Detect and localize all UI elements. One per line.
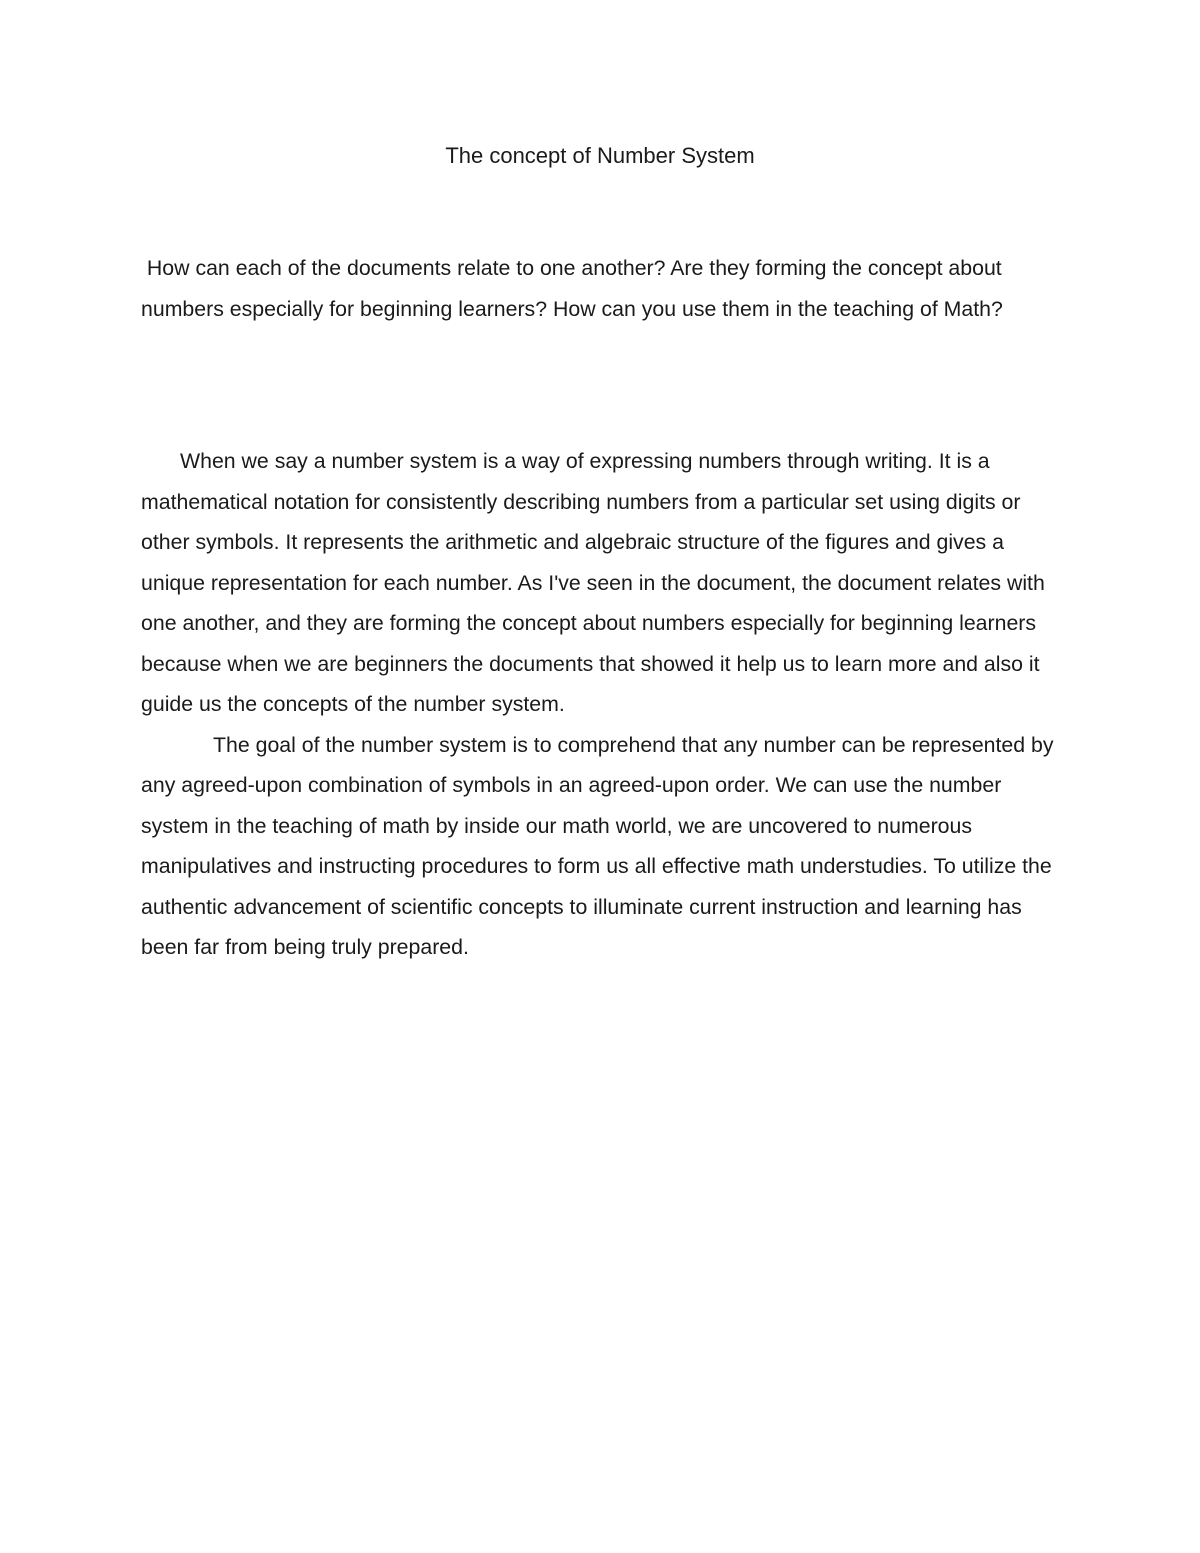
paragraph-1: When we say a number system is a way of expressing numbers through writing. It is a mathematical notation for consistently describing numbers from a particular set using digits or other symbols. It represents the arithmetic and algebraic structure of the figures and gives a unique representation for each number. As I've seen in the document, the document relates with one another, and they are forming the concept about numbers especially for beginning learners because when we are beginners the documents that showed it help us to learn more and also it guide us the concepts of the number system. [141, 449, 1045, 716]
document-title: The concept of Number System [445, 143, 755, 168]
guide-question: How can each of the documents relate to one another? Are they forming the concept about numbers especially for beginning learners? How can you use them in the teaching of Math? [141, 256, 1008, 321]
essay-body [141, 441, 1061, 968]
paragraph-2: The goal of the number system is to comprehend that any number can be represented by any agreed-upon combination of symbols in an agreed-upon order. We can use the number system in the teaching of math by inside our math world, we are uncovered to numerous manipulatives and instructing procedures to form us all effective math understudies. To utilize the authentic advancement of scientific concepts to illuminate current instruction and learning has been far from being truly prepared. [141, 732, 1054, 959]
